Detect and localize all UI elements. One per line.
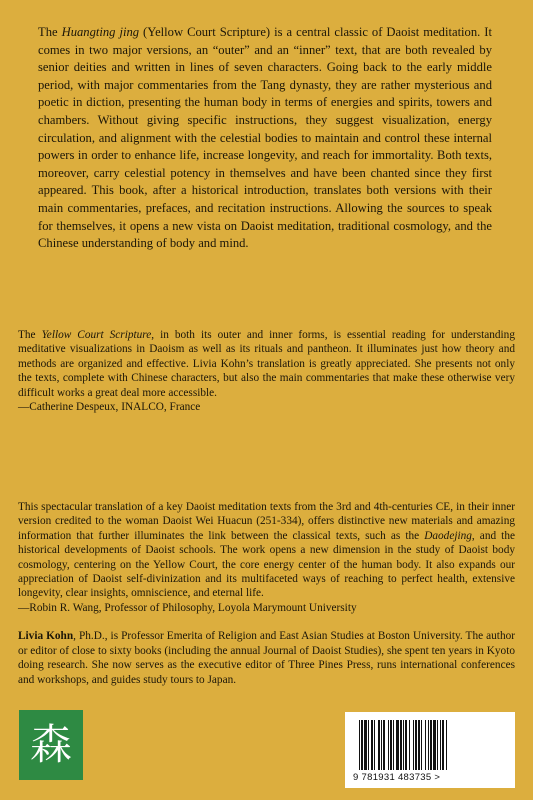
- barcode-bar: [400, 720, 402, 770]
- barcode-bar: [433, 720, 436, 770]
- description-paragraph: [38, 24, 492, 253]
- barcode-bar: [421, 720, 422, 770]
- barcode-bar: [405, 720, 407, 770]
- book-title-italic: Huangting jing: [61, 25, 140, 39]
- barcode-bar: [415, 720, 417, 770]
- barcode-bar: [374, 720, 375, 770]
- barcode-bar: [409, 720, 410, 770]
- barcode-bar: [390, 720, 392, 770]
- barcode-bar: [418, 720, 420, 770]
- barcode-bar: [381, 720, 382, 770]
- barcode-bar: [393, 720, 394, 770]
- review-text: [18, 328, 515, 400]
- review-body-start: This spectacular translation of a key Daoist meditation texts from the 3rd and 4th-centuries CE, in their inner version credited to the woman Daoist Wei Huacun (251-334), offers distinctive new materials and amazing information that further illuminates the link between the classical texts, such as the: [18, 501, 515, 542]
- book-description: [38, 24, 492, 253]
- barcode-bar: [368, 720, 369, 770]
- bio-text: [18, 629, 515, 687]
- barcode-bar: [378, 720, 380, 770]
- author-name: Livia Kohn: [18, 630, 74, 642]
- barcode-bar: [364, 720, 367, 770]
- review-attribution: —Catherine Despeux, INALCO, France: [18, 401, 201, 414]
- review-title-italic: Daodejing: [424, 529, 472, 542]
- barcode-bar: [383, 720, 385, 770]
- bio-body: , Ph.D., is Professor Emerita of Religion and East Asian Studies at Boston University. The author or editor of close to sixty books (including the annual Journal of Daoist Studies), she spent ten years in Kyoto doing research. She now serves as the executive editor of Three Pines Press, runs international conferences and workshops, and guides study tours to Japan.: [18, 630, 516, 686]
- barcode-bar: [425, 720, 426, 770]
- barcode-bar: [388, 720, 389, 770]
- barcode-bar: [396, 720, 399, 770]
- review-title-italic: Yellow Court Scripture: [41, 329, 152, 341]
- review-body-end: , and the historical developments of Daoist schools. The work opens a new dimension in the study of Daoist body cosmology, centering on the Yellow Court, the core energy center of the human body. It also expands our appreciation of Daoist self-divinization and its multifaceted ways of reaching to perfect health, extensive longevity, clear insights, omniscience, and eternal life.: [18, 529, 515, 600]
- author-bio: [18, 629, 515, 687]
- barcode-bar: [413, 720, 414, 770]
- barcode-bar: [446, 720, 447, 770]
- isbn-number: 9 781931 483735 >: [353, 772, 441, 783]
- review-attribution: —Robin R. Wang, Professor of Philosophy, Loyola Marymount University: [18, 601, 357, 614]
- barcode-bar: [442, 720, 444, 770]
- barcode-bar: [403, 720, 404, 770]
- review-text: [18, 500, 515, 601]
- review-lead: The: [18, 329, 42, 341]
- barcode-bar: [359, 720, 360, 770]
- barcode-bar: [361, 720, 363, 770]
- barcode-bar: [428, 720, 429, 770]
- barcode-bar: [430, 720, 432, 770]
- review-despeux: [18, 328, 515, 414]
- description-text: (Yellow Court Scripture) is a central classic of Daoist meditation. It comes in two major versions, an “outer” and an “inner” text, that are both revealed by senior deities and written in lines of seven characters. Going back to the early middle period, with major commentaries from the Tang dynasty, they are rather mysterious and poetic in diction, presenting the human body in terms of energies and spirits, towers and chambers. Without giving specific instructions, they suggest visualization, energy circulation, and alignment with the celestial bodies to maintain and control these internal powers in order to enhance life, increase longevity, and reach for immortality. Both texts, moreover, carry celestial potency in themselves and have been chanted since they first appeared. This book, after a historical introduction, translates both versions with their main commentaries, prefaces, and recitation instructions. Allowing the sources to speak for themselves, it opens a new vista on Daoist meditation, traditional cosmology, and the Chinese understanding of body and mind.: [38, 25, 492, 251]
- barcode-bar: [371, 720, 373, 770]
- review-wang: [18, 500, 515, 615]
- review-body: , in both its outer and inner forms, is essential reading for understanding meditative visualizations in Daoism as well as its rituals and pantheon. It illuminates just how theory and methods are organized and effective. Livia Kohn’s translation is greatly appreciated. She presents not only the texts, complete with Chinese characters, but also the main commentaries that make these otherwise very difficult works a great deal more accessible.: [18, 329, 515, 399]
- description-lead: The: [38, 25, 62, 39]
- barcode-bars: [357, 720, 503, 772]
- barcode-bar: [437, 720, 438, 770]
- barcode-bar: [440, 720, 441, 770]
- isbn-barcode: [345, 712, 515, 788]
- publisher-logo: [19, 710, 83, 780]
- forest-glyph-icon: 森: [29, 720, 72, 769]
